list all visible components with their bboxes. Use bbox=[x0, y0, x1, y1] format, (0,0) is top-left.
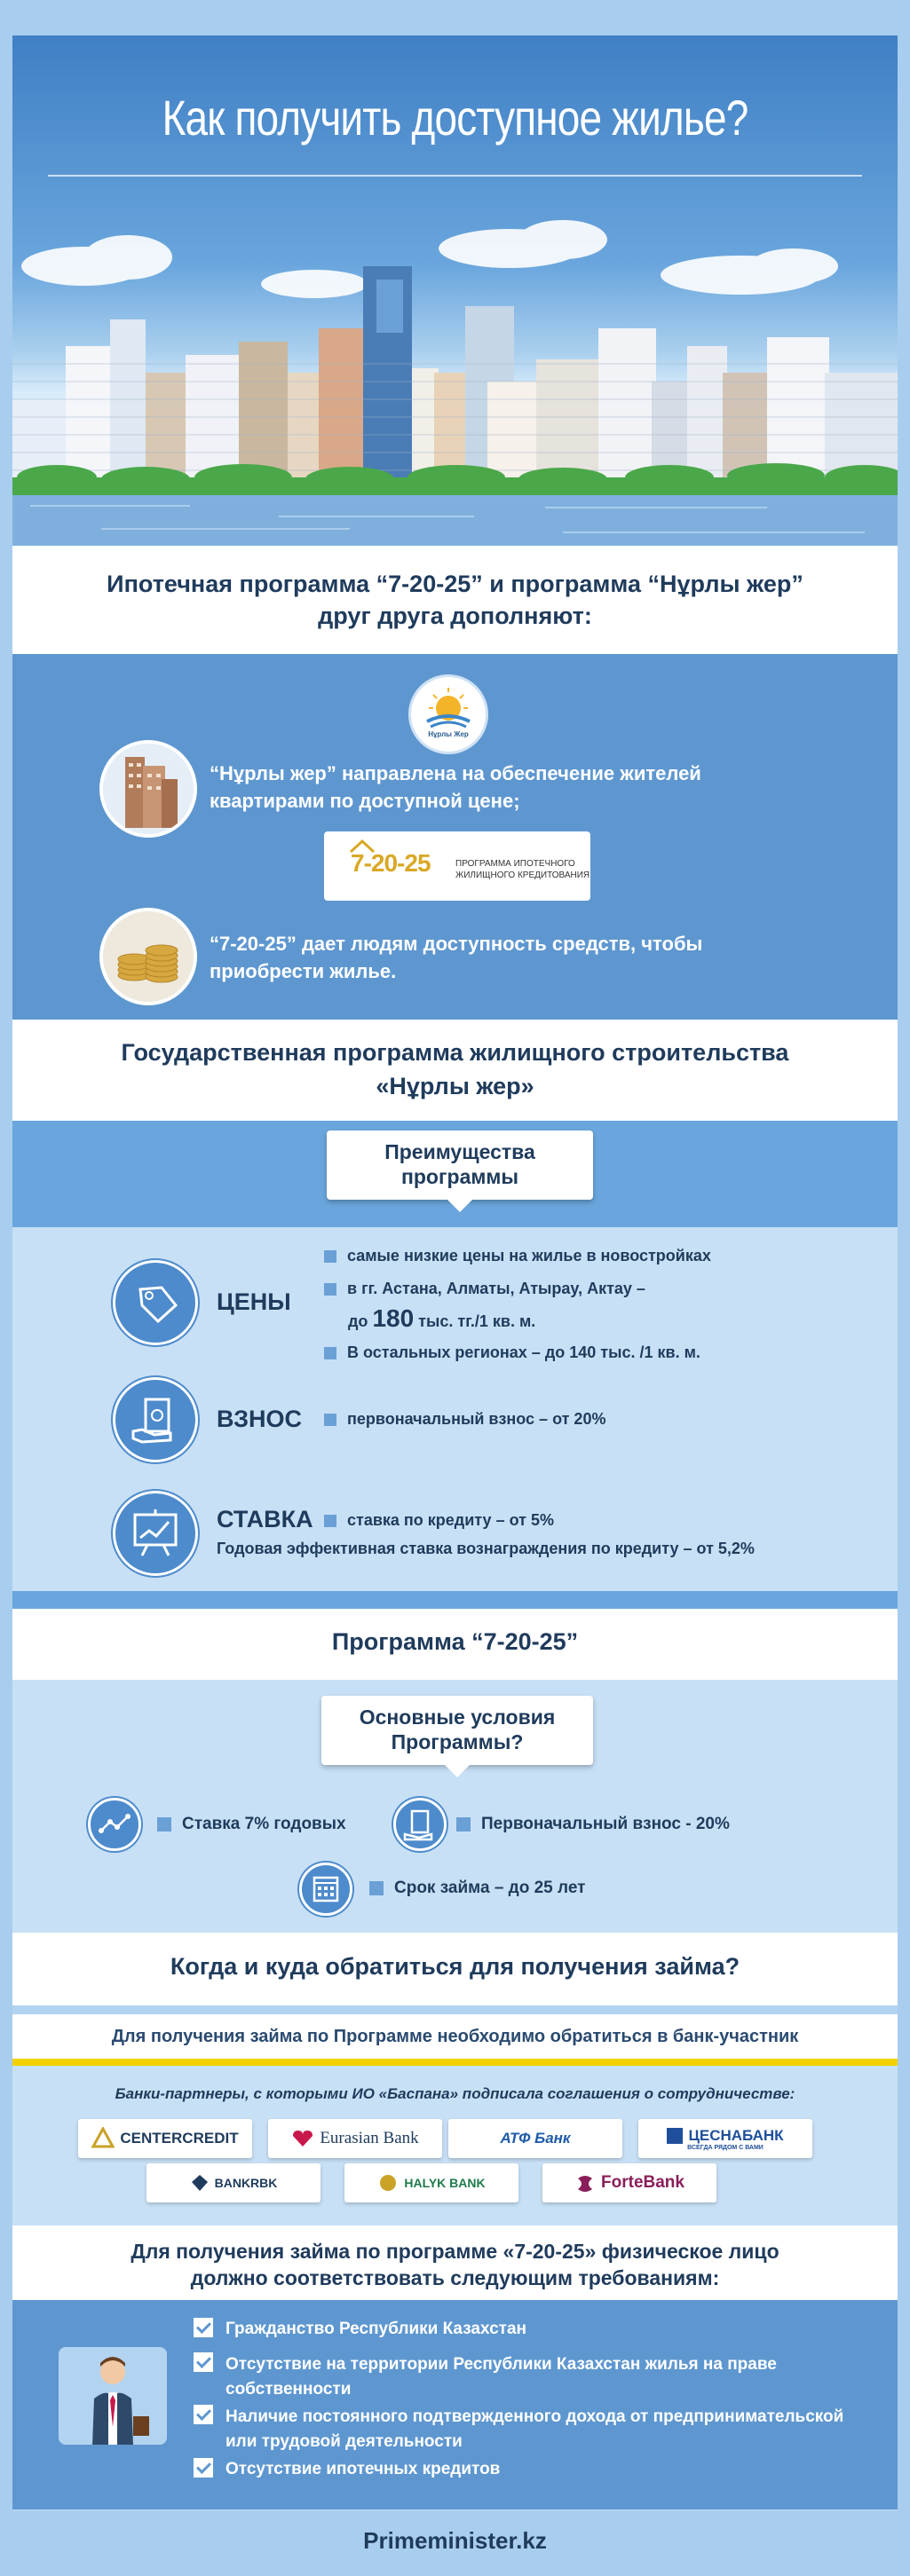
residential-tower-photo bbox=[99, 740, 197, 838]
intro-heading-band bbox=[12, 546, 898, 654]
presentation-chart-icon bbox=[113, 1491, 198, 1576]
hero-banner bbox=[12, 35, 898, 546]
source-footer[interactable]: Primeminister.kz bbox=[363, 2527, 547, 2554]
rate-item1-text: ставка по кредиту – от 5% bbox=[347, 1511, 554, 1529]
down-payment-item-1 bbox=[324, 1410, 605, 1429]
where-gap bbox=[12, 2005, 898, 2014]
intro-heading-line1: Ипотечная программа “7-20-25” и программа “Нұрлы жер” bbox=[107, 571, 803, 597]
money-icon bbox=[393, 1798, 447, 1851]
rbk-logo-icon bbox=[190, 2173, 210, 2193]
eurasian-logo-icon bbox=[291, 2129, 314, 2148]
bank-tsesna-caption: ВСЕГДА РЯДОМ С ВАМИ bbox=[687, 2144, 764, 2151]
coins-icon bbox=[103, 911, 194, 1002]
cash-stack-icon bbox=[396, 1800, 444, 1848]
program-logo-number: 7-20-25 bbox=[351, 849, 431, 877]
bank-tsesna-row bbox=[667, 2127, 783, 2145]
prices-item-4 bbox=[324, 1343, 700, 1362]
checkbox-icon bbox=[194, 2352, 213, 2372]
money-hand-icon bbox=[113, 1377, 198, 1462]
rate-item-1 bbox=[324, 1511, 554, 1530]
halyk-logo-icon bbox=[377, 2173, 399, 2193]
bank-halyk[interactable] bbox=[344, 2163, 518, 2202]
where-subheading-band bbox=[12, 2014, 898, 2060]
tag-icon bbox=[115, 1263, 195, 1343]
bank-rbk[interactable] bbox=[146, 2163, 320, 2202]
bank-rbk-label: BANKRBK bbox=[214, 2176, 278, 2190]
bank-atf-label: АТФ Банк bbox=[500, 2130, 571, 2147]
nurly-zher-logo bbox=[408, 674, 488, 754]
program-72025-logo bbox=[324, 831, 590, 901]
requirement-item-1 bbox=[194, 2318, 526, 2341]
conditions-line2: Программы? bbox=[391, 1730, 524, 1753]
person-icon bbox=[59, 2347, 167, 2445]
requirement-2-line1: Отсутствие на территории Республики Казахстан жилья на праве bbox=[226, 2355, 777, 2374]
program-72025-heading-band bbox=[12, 1609, 898, 1680]
title-divider bbox=[48, 175, 862, 177]
where-heading: Когда и куда обратиться для получения займа? bbox=[170, 1953, 740, 1980]
down-payment-item1-text: первоначальный взнос – от 20% bbox=[347, 1410, 606, 1428]
requirements-heading-line2: должно соответствовать следующим требованиям: bbox=[190, 2266, 720, 2289]
chart-board-icon bbox=[115, 1493, 195, 1573]
requirement-4-text: Отсутствие ипотечных кредитов bbox=[226, 2460, 501, 2478]
city-skyline-illustration bbox=[12, 195, 898, 546]
calendar-icon bbox=[299, 1863, 352, 1916]
program-72025-heading: Программа “7-20-25” bbox=[331, 1628, 579, 1655]
program-text-line1: “7-20-25” дает людям доступность средств, чтобы bbox=[210, 933, 703, 955]
state-program-heading-line1: Государственная программа жилищного строительства bbox=[121, 1039, 789, 1066]
bank-eurasian[interactable] bbox=[268, 2119, 442, 2158]
advantages-bubble bbox=[327, 1130, 593, 1200]
building-icon bbox=[103, 744, 194, 834]
program-text-line2: приобрести жилье. bbox=[210, 960, 397, 982]
program-logo-caption-line1: ПРОГРАММА ИПОТЕЧНОГО bbox=[455, 859, 575, 869]
requirement-1-text: Гражданство Республики Казахстан bbox=[226, 2320, 526, 2338]
forte-logo-icon bbox=[574, 2173, 596, 2193]
where-subheading: Для получения займа по Программе необходимо обратиться в банк-участник bbox=[111, 2027, 799, 2046]
section-separator bbox=[12, 1591, 898, 1609]
program-logo-caption bbox=[455, 858, 590, 881]
centercredit-logo-icon bbox=[91, 2127, 115, 2150]
checkbox-icon bbox=[194, 2318, 213, 2337]
rate-item-2: Годовая эффективная ставка вознаграждения по кредиту – от 5,2% bbox=[217, 1540, 755, 1557]
price-tag-icon bbox=[113, 1260, 198, 1345]
requirements-heading-line1: Для получения займа по программе «7-20-25» физическое лицо bbox=[131, 2240, 779, 2263]
calendar-grid-icon bbox=[302, 1865, 350, 1913]
where-heading-band bbox=[12, 1933, 898, 2005]
requirement-item-3 bbox=[194, 2405, 843, 2454]
prices-item2-text: в гг. Астана, Алматы, Атырау, Актау – bbox=[347, 1280, 645, 1297]
down-payment-label: ВЗНОС bbox=[217, 1406, 303, 1432]
bank-forte-label: ForteBank bbox=[601, 2173, 684, 2192]
prices-item4-text: В остальных регионах – до 140 тыс. /1 кв. м. bbox=[347, 1343, 700, 1361]
rate-label: СТАВКА bbox=[217, 1506, 313, 1532]
checkbox-icon bbox=[194, 2405, 213, 2424]
condition-down-payment bbox=[456, 1815, 730, 1834]
bank-eurasian-label: Eurasian Bank bbox=[320, 2129, 419, 2147]
prices-item3-suffix: тыс. тг./1 кв. м. bbox=[418, 1312, 536, 1330]
businessman-illustration bbox=[59, 2347, 167, 2445]
advantages-line1: Преимущества bbox=[384, 1140, 535, 1163]
requirement-2-line2: собственности bbox=[226, 2380, 352, 2399]
bank-forte[interactable] bbox=[542, 2163, 716, 2202]
prices-item-3 bbox=[348, 1304, 535, 1333]
requirements-heading-band bbox=[12, 2225, 898, 2300]
page-title: Как получить доступное жилье? bbox=[162, 90, 748, 146]
prices-item1-text: самые низкие цены на жилье в новостройках bbox=[347, 1247, 711, 1264]
cash-icon bbox=[115, 1380, 195, 1460]
condition-term-text: Срок займа – до 25 лет bbox=[394, 1879, 586, 1897]
bank-tsesna-label: ЦЕСНАБАНК bbox=[688, 2126, 784, 2144]
yellow-accent-line bbox=[12, 2059, 898, 2066]
prices-item-2 bbox=[324, 1280, 645, 1298]
requirement-item-4 bbox=[194, 2458, 500, 2481]
nurly-description bbox=[210, 760, 701, 815]
bank-centercredit[interactable] bbox=[78, 2119, 252, 2158]
tsesna-logo-icon bbox=[667, 2128, 683, 2144]
prices-item3-number: 180 bbox=[372, 1304, 415, 1332]
state-program-heading-band bbox=[12, 1020, 898, 1121]
state-program-heading-line2: «Нұрлы жер» bbox=[376, 1073, 534, 1099]
prices-item-1 bbox=[324, 1247, 711, 1265]
sun-logo-icon bbox=[411, 677, 486, 752]
line-trend-icon bbox=[91, 1800, 138, 1848]
conditions-line1: Основные условия bbox=[359, 1706, 556, 1729]
requirement-3-line2: или трудовой деятельности bbox=[226, 2432, 463, 2451]
prices-item3-prefix: до bbox=[348, 1312, 368, 1330]
condition-rate-text: Ставка 7% годовых bbox=[182, 1815, 346, 1833]
nurly-text-line2: квартирами по доступной цене; bbox=[210, 790, 520, 812]
condition-down-payment-text: Первоначальный взнос - 20% bbox=[481, 1815, 730, 1833]
bank-centercredit-label: CENTERCREDIT bbox=[120, 2130, 239, 2147]
prices-label: ЦЕНЫ bbox=[217, 1288, 291, 1315]
condition-rate bbox=[157, 1815, 346, 1834]
program-description bbox=[210, 930, 702, 985]
nurly-text-line1: “Нұрлы жер” направлена на обеспечение жителей bbox=[210, 762, 701, 784]
partners-text: Банки-партнеры, с которыми ИО «Баспана» подписала соглашения о сотрудничестве: bbox=[115, 2085, 795, 2102]
bank-atf[interactable] bbox=[448, 2119, 622, 2158]
trend-icon bbox=[88, 1798, 141, 1851]
program-logo-caption-line2: ЖИЛИЩНОГО КРЕДИТОВАНИЯ bbox=[455, 870, 590, 880]
checkbox-icon bbox=[194, 2458, 213, 2478]
bank-tsesna[interactable] bbox=[638, 2119, 812, 2158]
conditions-bubble bbox=[321, 1696, 593, 1765]
intro-heading-line2: друг друга дополняют: bbox=[318, 603, 592, 629]
condition-term bbox=[369, 1879, 585, 1898]
bank-halyk-label: HALYK BANK bbox=[404, 2176, 486, 2190]
coins-photo bbox=[99, 908, 197, 1005]
requirement-3-line1: Наличие постоянного подтвержденного дохода от предпринимательской bbox=[226, 2407, 844, 2426]
nurly-logo-text: Нұрлы Жер bbox=[428, 730, 469, 738]
advantages-line2: программы bbox=[400, 1165, 519, 1188]
requirement-item-2 bbox=[194, 2352, 777, 2402]
